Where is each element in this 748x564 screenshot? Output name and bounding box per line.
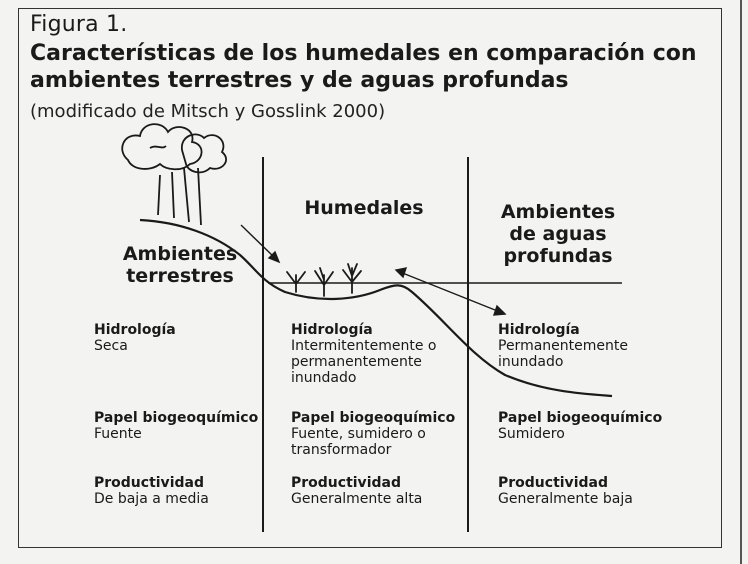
zone-title-aguas-profundas: Ambientes de aguas profundas (500, 201, 616, 267)
aguas-productividad (498, 475, 698, 507)
value-productividad: De baja a media (94, 491, 209, 507)
zone-title-terrestres: Ambientes terrestres (122, 243, 238, 287)
row-label-papel: Papel biogeoquímico (94, 410, 259, 426)
value-productividad: Generalmente alta (291, 491, 423, 507)
arrow-icon (241, 225, 505, 315)
terrestres-hidrologia (94, 322, 294, 354)
figure-title: Características de los humedales en comparación con ambientes terrestres y de aguas profundas (30, 41, 697, 93)
value-hidrologia: Permanentemente inundado (498, 338, 628, 370)
figure-subtitle: (modificado de Mitsch y Gosslink 2000) (30, 101, 386, 122)
zone-title-humedales: Humedales (304, 197, 424, 219)
humedales-hidrologia (291, 322, 491, 386)
row-label-papel: Papel biogeoquímico (498, 410, 663, 426)
terrestres-papel (94, 410, 294, 442)
value-papel: Fuente (94, 426, 142, 442)
terrestres-productividad (94, 475, 294, 507)
row-label-hidrologia: Hidrología (291, 322, 373, 338)
row-label-productividad: Productividad (94, 475, 204, 491)
value-hidrologia: Seca (94, 338, 128, 354)
row-label-productividad: Productividad (498, 475, 608, 491)
figure-label: Figura 1. (30, 12, 128, 37)
row-label-hidrologia: Hidrología (498, 322, 580, 338)
aguas-hidrologia (498, 322, 698, 370)
value-productividad: Generalmente baja (498, 491, 633, 507)
trees-icon (122, 124, 226, 225)
value-hidrologia: Intermitentemente o permanentemente inundado (291, 338, 437, 386)
row-label-hidrologia: Hidrología (94, 322, 176, 338)
humedales-papel (291, 410, 491, 458)
row-label-productividad: Productividad (291, 475, 401, 491)
value-papel: Fuente, sumidero o transformador (291, 426, 426, 458)
marsh-plants-icon (287, 264, 361, 296)
row-label-papel: Papel biogeoquímico (291, 410, 456, 426)
aguas-papel (498, 410, 698, 442)
humedales-productividad (291, 475, 491, 507)
value-papel: Sumidero (498, 426, 565, 442)
